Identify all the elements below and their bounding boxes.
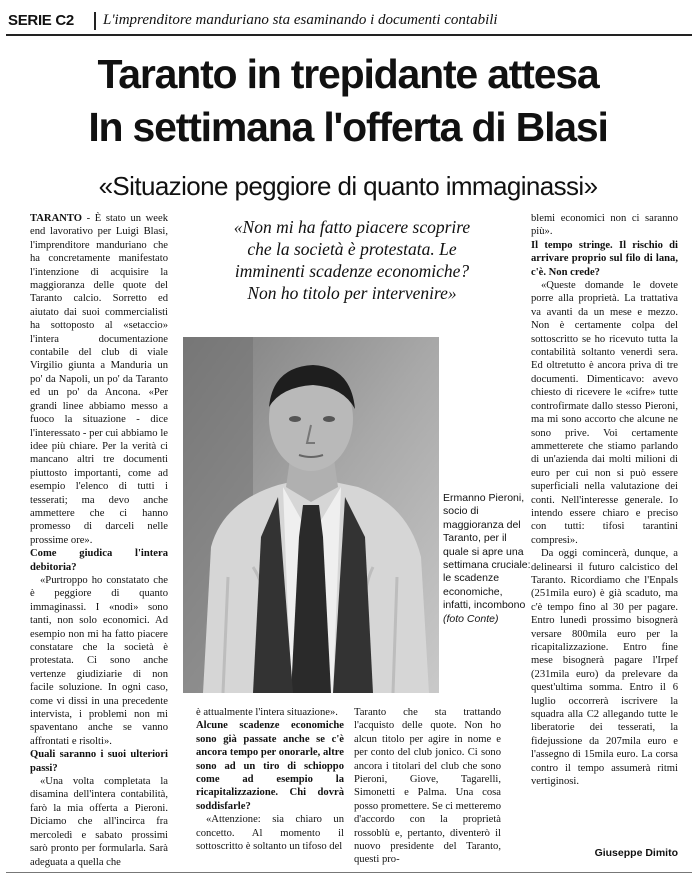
headline-line-2: In settimana l'offerta di Blasi <box>88 104 608 150</box>
article-paragraph: «Purtroppo ho constatato che è peggiore di quanto immaginassi. I «nodi» sono tanti, non solo economici. Ad esempio non mi ha fatto piacere constatare che la società è protestata. Ci sono anche vertenze giudiziarie di non facile soluzione. In ogni caso, come vi dissi in una precedente intervista, i problemi non mi spaventano anche se vanno affrontati e risolti». <box>30 574 168 747</box>
article-paragraph <box>30 212 168 547</box>
interview-question: Alcune scadenze economiche sono già passate anche se c'è ancora tempo per onorarle, altre sono ad un tiro di schioppo come ad esempio la ricapitalizzazione. Chi dovrà soddisfarle? <box>196 720 344 812</box>
article-column-3 <box>354 706 501 867</box>
article-paragraph: Taranto che sta trattando l'acquisto delle quote. Non ho alcun titolo per agire in nome e per conto del club jonico. Ci sono ancora i titolari del club che sono Pieroni, Giove, Tagarelli, Simonetti e Palma. Una cosa posso promettere. Se ci metteremo d'accordo con la proprietà rossoblù e, pertanto, diventerò il nuovo presidente del Taranto, questi pro- <box>354 707 501 866</box>
byline: Giuseppe Dimito <box>594 847 678 859</box>
pull-quote-line: «Non mi ha fatto piacere scoprire <box>233 217 471 237</box>
article-column-1 <box>30 212 168 869</box>
kicker-text: L'imprenditore manduriano sta esaminando i documenti contabili <box>103 12 498 28</box>
pull-quote-line: imminenti scadenze economiche? <box>234 261 470 281</box>
kicker-divider <box>94 12 96 30</box>
section-label: SERIE C2 <box>8 12 74 29</box>
article-column-4 <box>531 212 678 788</box>
article-paragraph: «Una volta completata la disamina dell'intera contabilità, farò la mia offerta a Pieroni. Diciamo che all'incirca fra mercoledì e sabato prossimi sarò pronto per formularla. Sarà adeguata a quella che <box>30 776 168 868</box>
kicker-rule <box>6 34 692 36</box>
photo-caption <box>443 492 531 626</box>
subhead: «Situazione peggiore di quanto immaginassi» <box>98 171 598 201</box>
caption-credit: (foto Conte) <box>443 612 499 625</box>
article-paragraph: «Queste domande le dovete porre alla proprietà. La trattativa va avanti da un mese e mezzo. Non è certamente colpa del sottoscritto se ho ricevuto tutta la contabilità soltanto venerdì sera. Ed oltretutto è ancora priva di tre documenti. Dimenticavo: avevo chiesto di ricevere le «cifre» tutte controfirmate dallo stesso Pieroni, ma mi sono accorto che alcune ne sono prive. Voi certamente ammetterete che stiamo parlando di un'azienda dai molti milioni di euro per cui non si può essere superficiali nella valutazione dei conti. Nell'interesse generale. Io intendo essere chiaro e preciso con tutti: tifosi tarantini compresi». <box>531 280 678 546</box>
pull-quote <box>184 216 520 304</box>
photo <box>183 337 439 693</box>
article-column-2 <box>196 706 344 853</box>
article-paragraph: blemi economici non ci saranno più». <box>531 213 678 238</box>
bottom-rule <box>6 872 692 873</box>
headline-line-1: Taranto in trepidante attesa <box>97 51 599 97</box>
interview-question: Quali saranno i suoi ulteriori passi? <box>30 749 168 774</box>
dateline: TARANTO <box>30 213 82 224</box>
kicker <box>6 6 692 34</box>
interview-question: Il tempo stringe. Il rischio di arrivare proprio sul filo di lana, c'è. Non crede? <box>531 239 678 278</box>
pull-quote-line: Non ho titolo per intervenire» <box>247 283 457 303</box>
pull-quote-line: che la società è protestata. Le <box>247 239 457 259</box>
article-paragraph: «Attenzione: sia chiaro un concetto. Al momento il sottoscritto è soltanto un tifoso del <box>196 814 344 853</box>
paragraph-text: - È stato un week end lavorativo per Luigi Blasi, l'imprenditore manduriano che ha concretamente manifestato l'intenzione di acquisire la maggioranza delle quote del Taranto calcio. Sorretto ed aiutato dai suoi commercialisti ha sottoposto al «setaccio» l'intera documentazione contabile del club di viale Virgilio giunta a Manduria un po' da Napoli, un po' da Taranto ed un po' da Ancona. «Per grandi linee abbiamo messo a fuoco la situazione - dice l'interessato - per cui abbiamo le idee più chiare. Per la verità ci mancano altri tre documenti piuttosto importanti, come ad esempio l'elenco di tutti i tesserati; ma devo anche ammettere che ci hanno promesso di darceli nelle prossime ore». <box>30 213 168 546</box>
article-paragraph: Da oggi comincerà, dunque, a delinearsi il futuro calcistico del Taranto. Ricordiamo che l'Enpals (251mila euro) è già scaduto, ma c'è tempo fino al 30 per pagare. Entro lunedì prossimo bisognerà versare 800mila euro per la ricapitalizzazione. Entro fine mese bisognerà pagare l'Irpef (231mila euro) da prelevare da quest'ultima somma. Entro il 6 luglio occorrerà iscrivere la squadra alla C2 allegando tutte le liberatorie dei tesserati, la fidejussione da 207mila euro e l'assegno di 15mila euro. La corsa contro il tempo assumerà ritmi vertiginosi. <box>531 548 678 788</box>
interview-question: Come giudica l'intera debitoria? <box>30 548 168 573</box>
article-paragraph: è attualmente l'intera situazione». <box>196 707 338 718</box>
portrait-image <box>183 337 439 693</box>
caption-text: Ermanno Pieroni, socio di maggioranza del Taranto, per il quale si apre una settimana cruciale: le scadenze economiche, infatti, incombono <box>443 492 531 612</box>
